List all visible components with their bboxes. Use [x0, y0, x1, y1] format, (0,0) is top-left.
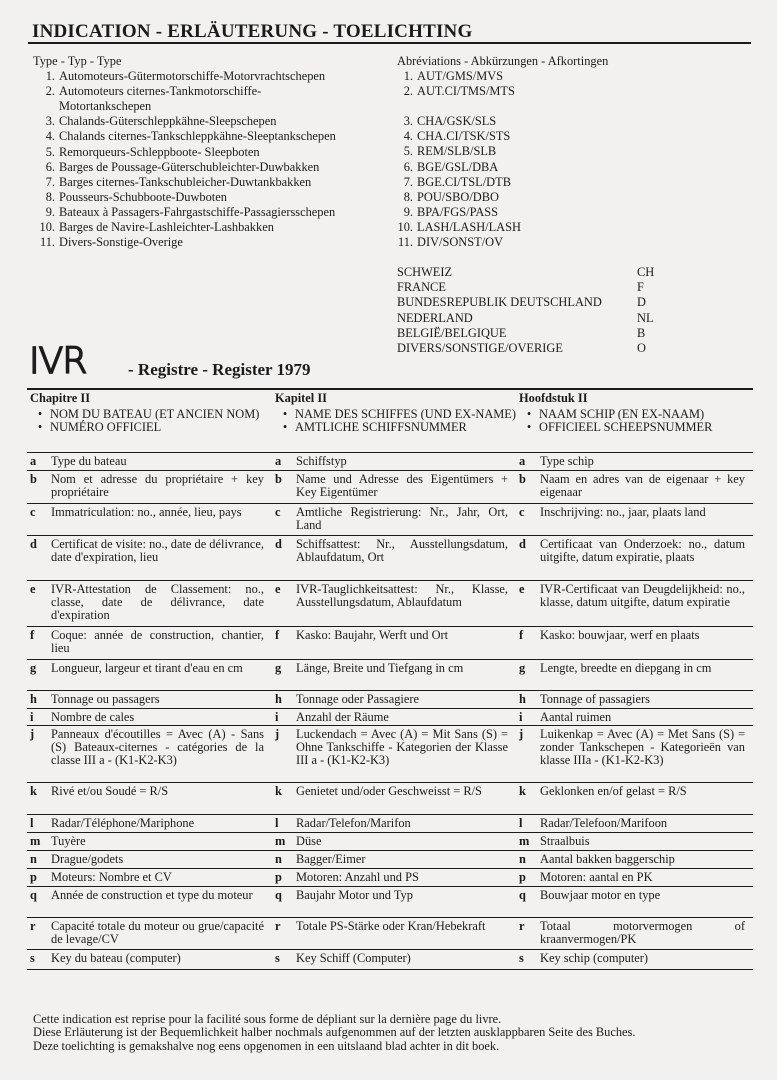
row-text: Baujahr Motor und Typ [296, 888, 413, 902]
row-letter: f [519, 628, 524, 642]
cell-fr [27, 853, 272, 868]
cell-nl [516, 662, 753, 690]
header-french: Chapitre II • NOM DU BATEAU (ET ANCIEN NOM) • NUMÉRO OFFICIEL [30, 391, 260, 434]
row-letter: c [275, 505, 281, 519]
cell-fr [27, 785, 272, 814]
row-letter: m [30, 834, 41, 848]
cell-fr [27, 693, 272, 708]
row-letter: j [30, 727, 35, 741]
table-row [27, 887, 753, 918]
row-text: Kasko: Baujahr, Werft und Ort [296, 628, 449, 642]
list-item: 10. Barges de Navire-Lashleichter-Lashbakken [39, 220, 274, 235]
row-text: Luckendach = Avec (A) = Mit Sans (S) = Ohne Tankschiffe - Kategorien der Klasse III a - (K1-K2-K3) [296, 727, 508, 768]
row-letter: a [275, 454, 282, 468]
table-row [27, 453, 753, 471]
cell-nl [516, 871, 753, 886]
cell-nl [516, 835, 753, 850]
cell-fr [27, 455, 272, 470]
list-item: 9. BPA/FGS/PASS [403, 204, 499, 219]
list-item: 3. CHA/GSK/SLS [403, 114, 497, 129]
row-text: Type schip [540, 454, 594, 468]
country-row: BELGIË/BELGIQUE B [397, 325, 646, 340]
row-text: Geklonken en/of gelast = R/S [540, 784, 687, 798]
footer-line-fr: Cette indication est reprise pour la facilité sous forme de dépliant sur la dernière page du livre. [33, 1012, 502, 1026]
row-text: Key Schiff (Computer) [296, 951, 411, 965]
cell-de [272, 473, 516, 503]
cell-nl [516, 889, 753, 917]
row-text: Tonnage ou passagers [51, 692, 160, 706]
cell-nl [516, 785, 753, 814]
row-letter: l [519, 816, 523, 830]
abbreviation-heading: Abréviations - Abkürzungen - Afkortingen [397, 54, 609, 68]
row-text: Lengte, breedte en diepgang in cm [540, 661, 712, 675]
cell-fr [27, 889, 272, 917]
row-text: Type du bateau [51, 454, 127, 468]
row-letter: b [519, 472, 526, 486]
table-row [27, 783, 753, 815]
list-item: 11. Divers-Sonstige-Overige [39, 235, 183, 250]
list-item-continuation: Motortankschepen [59, 99, 152, 114]
type-heading: Type - Typ - Type [33, 54, 122, 68]
cell-nl [516, 583, 753, 626]
row-letter: q [275, 888, 282, 902]
row-letter: n [30, 852, 37, 866]
row-text: Anzahl der Räume [296, 710, 389, 724]
cell-de [272, 871, 516, 886]
row-letter: i [519, 710, 523, 724]
row-text: Nombre de cales [51, 710, 135, 724]
row-text: Nom et adresse du propriétaire + key propriétaire [51, 472, 264, 500]
cell-fr [27, 817, 272, 832]
cell-nl [516, 506, 753, 535]
table-row [27, 627, 753, 660]
table-row [27, 950, 753, 970]
cell-de [272, 835, 516, 850]
row-text: Certificaat van Onderzoek: no., datum uitgifte, datum expiratie, plaats [540, 537, 745, 565]
row-letter: g [519, 661, 526, 675]
row-letter: m [519, 834, 530, 848]
row-letter: q [30, 888, 37, 902]
cell-nl [516, 711, 753, 725]
abbreviation-column [397, 54, 757, 250]
row-text: Key schip (computer) [540, 951, 649, 965]
row-text: Immatriculation: no., année, lieu, pays [51, 505, 242, 519]
list-item: 6. Barges de Poussage-Güterschubleichter-Duwbakken [45, 159, 320, 174]
cell-nl [516, 952, 753, 969]
footer-note [33, 1013, 753, 1053]
row-letter: d [519, 537, 526, 551]
cell-de [272, 952, 516, 969]
row-letter: c [30, 505, 36, 519]
country-row: FRANCE F [397, 280, 644, 295]
row-letter: r [519, 919, 525, 933]
row-letter: k [275, 784, 282, 798]
cell-fr [27, 662, 272, 690]
cell-de [272, 455, 516, 470]
table-row [27, 691, 753, 709]
row-text: Motoren: aantal en PK [540, 870, 653, 884]
row-text: Totaal motorvermogen of kraanvermogen/PK [540, 919, 745, 947]
table-row [27, 833, 753, 851]
register-header [27, 390, 753, 453]
cell-fr [27, 473, 272, 503]
list-item: 6. BGE/GSL/DBA [403, 159, 499, 174]
row-letter: d [275, 537, 282, 551]
cell-nl [516, 853, 753, 868]
cell-de [272, 728, 516, 782]
row-letter: d [30, 537, 37, 551]
row-text: Naam en adres van de eigenaar + key eigenaar [540, 472, 745, 500]
row-text: Straalbuis [540, 834, 590, 848]
country-row: BUNDESREPUBLIK DEUTSCHLAND D [397, 295, 646, 310]
list-item: 5. Remorqueurs-Schleppboote- Sleepboten [45, 144, 260, 159]
table-row [27, 869, 753, 887]
cell-de [272, 693, 516, 708]
row-text: Aantal bakken baggerschip [540, 852, 675, 866]
row-text: Name und Adresse des Eigentümers + Key Eigentümer [296, 472, 508, 500]
country-row: DIVERS/SONSTIGE/OVERIGE O [397, 341, 646, 356]
cell-de [272, 785, 516, 814]
row-letter: j [275, 727, 280, 741]
cell-fr [27, 711, 272, 725]
table-row [27, 851, 753, 869]
cell-fr [27, 728, 272, 782]
cell-nl [516, 728, 753, 782]
list-item: 2. Automoteurs citernes-Tankmotorschiffe- [45, 84, 262, 99]
country-row: NEDERLAND NL [397, 310, 654, 325]
page-title: INDICATION - ERLÄUTERUNG - TOELICHTING [28, 19, 751, 44]
list-item: 8. Pousseurs-Schubboote-Duwboten [45, 189, 227, 204]
row-letter: j [519, 727, 524, 741]
table-row [27, 918, 753, 950]
row-letter: i [30, 710, 34, 724]
list-item: 4. CHA.CI/TSK/STS [403, 129, 511, 144]
row-text: Drague/godets [51, 852, 124, 866]
cell-de [272, 817, 516, 832]
row-text: Rivé et/ou Soudé = R/S [51, 784, 169, 798]
row-text: Panneaux d'écoutilles = Avec (A) - Sans (S) Bateaux-citernes - catégories de la classe III a - (K1-K2-K3) [51, 727, 264, 768]
row-text: Amtliche Registrierung: Nr., Jahr, Ort, Land [296, 505, 508, 533]
list-item: 11. DIV/SONST/OV [397, 235, 504, 250]
row-text: IVR-Certificaat van Deugdelijkheid: no., klasse, datum uitgifte, datum expiratie [540, 582, 745, 610]
row-letter: g [30, 661, 37, 675]
cell-de [272, 629, 516, 659]
row-letter: k [30, 784, 37, 798]
row-letter: k [519, 784, 526, 798]
row-text: Schiffsattest: Nr., Ausstellungsdatum, Ablaufdatum, Ort [296, 537, 508, 565]
list-item: 5. REM/SLB/SLB [403, 144, 497, 159]
row-letter: s [519, 951, 524, 965]
row-letter: h [275, 692, 282, 706]
abbreviation-list [397, 69, 757, 250]
row-text: Düse [296, 834, 322, 848]
row-letter: n [519, 852, 526, 866]
table-row [27, 726, 753, 783]
row-letter: n [275, 852, 282, 866]
table-row [27, 536, 753, 581]
row-letter: l [275, 816, 279, 830]
row-text: Bouwjaar motor en type [540, 888, 661, 902]
row-letter: g [275, 661, 282, 675]
cell-fr [27, 920, 272, 949]
list-item: 4. Chalands citernes-Tankschleppkähne-Sleeptankschepen [45, 129, 336, 144]
cell-de [272, 889, 516, 917]
row-letter: s [30, 951, 35, 965]
row-letter: l [30, 816, 34, 830]
row-letter: c [519, 505, 525, 519]
cell-nl [516, 920, 753, 949]
list-item: 1. AUT/GMS/MVS [403, 69, 504, 84]
footer-line-de: Diese Erläuterung ist der Bequemlichkeit halber nochmals aufgenommen auf der letzten ausklappbaren Seite des Buches. [33, 1025, 636, 1040]
cell-fr [27, 952, 272, 969]
header-german: Kapitel II • NAME DES SCHIFFES (UND EX-NAME) • AMTLICHE SCHIFFSNUMMER [275, 391, 516, 434]
header-dutch: Hoofdstuk II • NAAM SCHIP (EN EX-NAAM) • OFFICIEEL SCHEEPSNUMMER [519, 391, 713, 434]
row-letter: m [275, 834, 286, 848]
table-row [27, 815, 753, 833]
cell-nl [516, 473, 753, 503]
table-row [27, 660, 753, 691]
row-letter: f [275, 628, 280, 642]
cell-nl [516, 693, 753, 708]
row-text: Totale PS-Stärke oder Kran/Hebekraft [296, 919, 486, 933]
cell-de [272, 711, 516, 725]
cell-fr [27, 629, 272, 659]
row-text: Tuyère [51, 834, 86, 848]
row-text: IVR-Attestation de Classement: no., classe, date de délivrance, date d'expiration [51, 582, 264, 623]
row-text: Motoren: Anzahl und PS [296, 870, 419, 884]
row-letter: r [275, 919, 281, 933]
row-letter: i [275, 710, 279, 724]
row-text: Key du bateau (computer) [51, 951, 181, 965]
table-row [27, 581, 753, 627]
row-text: Tonnage of passagiers [540, 692, 650, 706]
row-text: Année de construction et type du moteur [51, 888, 253, 902]
row-text: Schiffstyp [296, 454, 347, 468]
row-letter: e [519, 582, 525, 596]
row-letter: e [275, 582, 281, 596]
register-table [27, 388, 753, 970]
list-item: 8. POU/SBO/DBO [403, 189, 499, 204]
row-text: Inschrijving: no., jaar, plaats land [540, 505, 706, 519]
row-text: Radar/Téléphone/Mariphone [51, 816, 195, 830]
table-row [27, 709, 753, 726]
register-rows [27, 453, 753, 970]
row-text: Certificat de visite: no., date de délivrance, date d'expiration, lieu [51, 537, 264, 565]
cell-de [272, 853, 516, 868]
country-row: SCHWEIZ CH [397, 265, 655, 279]
cell-de [272, 662, 516, 690]
list-item: 7. BGE.CI/TSL/DTB [403, 174, 511, 189]
cell-nl [516, 817, 753, 832]
cell-nl [516, 455, 753, 470]
row-letter: p [519, 870, 526, 884]
row-letter: f [30, 628, 35, 642]
type-list [33, 69, 393, 250]
table-row [27, 471, 753, 504]
row-text: IVR-Tauglichkeitsattest: Nr., Klasse, Ausstellungsdatum, Ablaufdatum [296, 582, 508, 610]
row-letter: r [30, 919, 36, 933]
footer-line-nl: Deze toelichting is gemakshalve nog eens opgenomen in een uitslaand blad achter in dit boek. [33, 1038, 500, 1053]
row-letter: e [30, 582, 36, 596]
list-item: 3. Chalands-Güterschleppkähne-Sleepschepen [45, 114, 277, 129]
row-letter: a [30, 454, 37, 468]
list-item: 9. Bateaux à Passagers-Fahrgastschiffe-Passagiersschepen [45, 204, 336, 219]
row-text: Bagger/Eimer [296, 852, 366, 866]
list-item: 10. LASH/LASH/LASH [397, 219, 521, 234]
list-spacer [397, 99, 757, 114]
registry-title: - Registre - Register 1979 [128, 360, 311, 379]
list-item: 1. Automoteurs-Gütermotorschiffe-Motorvrachtschepen [45, 69, 326, 84]
row-text: Genietet und/oder Geschweisst = R/S [296, 784, 482, 798]
row-letter: a [519, 454, 526, 468]
cell-fr [27, 506, 272, 535]
row-letter: q [519, 888, 526, 902]
row-letter: h [519, 692, 526, 706]
row-text: Länge, Breite und Tiefgang in cm [296, 661, 464, 675]
row-letter: b [30, 472, 37, 486]
row-letter: h [30, 692, 37, 706]
cell-de [272, 538, 516, 580]
cell-nl [516, 629, 753, 659]
cell-de [272, 506, 516, 535]
cell-de [272, 583, 516, 626]
ivr-logo: IVR [29, 341, 87, 382]
list-item: 2. AUT.CI/TMS/MTS [403, 84, 515, 99]
row-text: Kasko: bouwjaar, werf en plaats [540, 628, 700, 642]
list-item: 7. Barges citernes-Tankschubleicher-Duwtankbakken [45, 174, 312, 189]
cell-fr [27, 835, 272, 850]
table-row [27, 504, 753, 536]
row-text: Aantal ruimen [540, 710, 612, 724]
cell-de [272, 920, 516, 949]
row-text: Radar/Telefoon/Marifoon [540, 816, 668, 830]
cell-fr [27, 871, 272, 886]
row-text: Coque: année de construction, chantier, lieu [51, 628, 264, 656]
cell-fr [27, 538, 272, 580]
row-text: Radar/Telefon/Marifon [296, 816, 411, 830]
row-text: Moteurs: Nombre et CV [51, 870, 172, 884]
row-letter: p [275, 870, 282, 884]
row-text: Tonnage oder Passagiere [296, 692, 419, 706]
country-codes [397, 265, 677, 356]
row-text: Capacité totale du moteur ou grue/capacité de levage/CV [51, 919, 264, 947]
row-letter: p [30, 870, 37, 884]
row-letter: s [275, 951, 280, 965]
cell-nl [516, 538, 753, 580]
cell-fr [27, 583, 272, 626]
row-letter: b [275, 472, 282, 486]
type-column [33, 54, 393, 250]
row-text: Luikenkap = Avec (A) = Met Sans (S) = zonder Tankschepen - Kategorieën van klasse IIIa - (K1-K2-K3) [540, 727, 745, 768]
row-text: Longueur, largeur et tirant d'eau en cm [51, 661, 243, 675]
